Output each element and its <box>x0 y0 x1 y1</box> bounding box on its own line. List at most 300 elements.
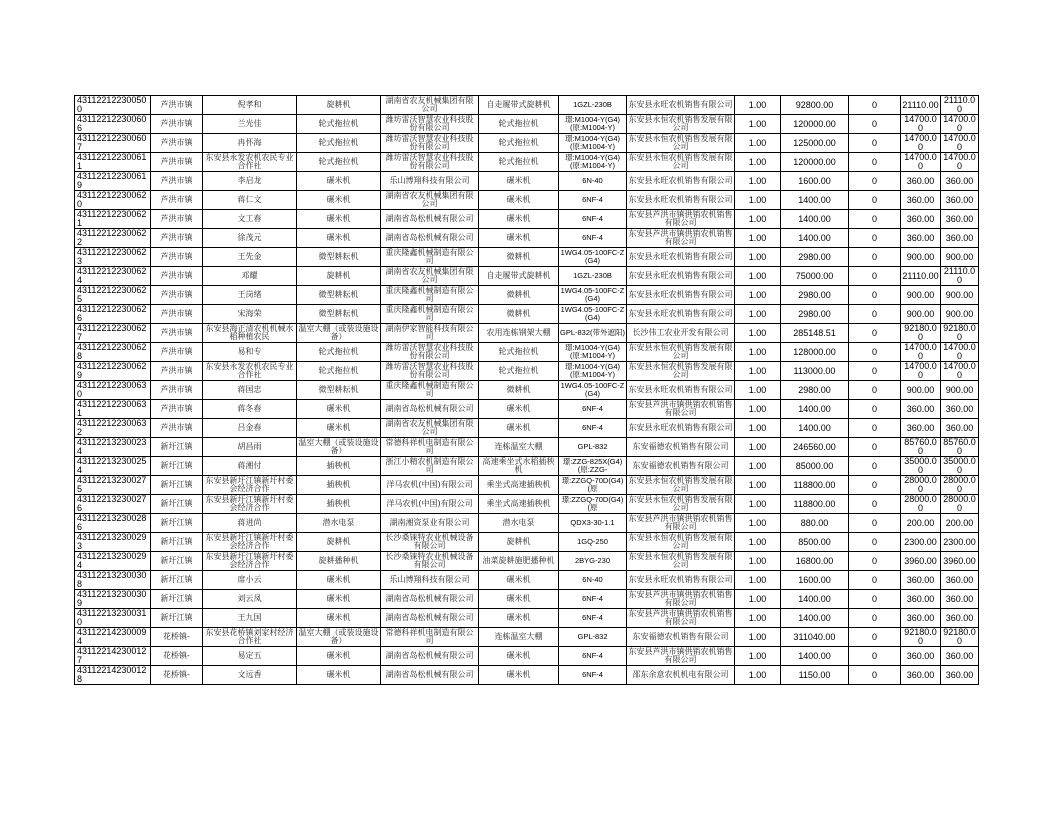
cell-quantity: 1.00 <box>735 115 781 134</box>
cell-adjust: 0 <box>849 286 901 305</box>
cell-sale-price: 2980.00 <box>781 286 849 305</box>
cell-machine-category: 碾米机 <box>297 647 381 666</box>
cell-model: 6NF-4 <box>559 647 627 666</box>
table-row <box>75 419 979 438</box>
cell-model: 璟:M1004-Y(G4)(原:M1004-Y) <box>559 343 627 362</box>
cell-town: 芦洪市镇 <box>151 267 203 286</box>
cell-quantity: 1.00 <box>735 381 781 400</box>
cell-dealer: 东安县芦洪市镇供销农机销售有限公司 <box>628 589 733 607</box>
cell-record-id: 431122122300626 <box>75 305 151 324</box>
cell-machine-category: 插秧机 <box>297 495 381 514</box>
cell-model: 璟:M1004-Y(G4)(原:M1004-Y) <box>559 153 627 172</box>
cell-applicant: 蒋仁文 <box>203 191 297 210</box>
cell-manufacturer: 乐山博翔科技有限公司 <box>381 172 479 191</box>
cell-machine-category: 碾米机 <box>297 400 381 419</box>
cell-town: 芦洪市镇 <box>151 134 203 153</box>
cell-quantity: 1.00 <box>735 172 781 191</box>
cell-product-name: 碾米机 <box>479 210 559 229</box>
cell-record-id: 431122132300234 <box>75 438 151 457</box>
cell-product-name: 碾米机 <box>479 191 559 210</box>
cell-model: 6NF-4 <box>559 210 627 229</box>
cell-subsidy-total: 3960.00 <box>941 552 979 571</box>
cell-sale-price: 75000.00 <box>781 267 849 286</box>
cell-machine-category: 温室大棚（或装设施设备） <box>298 323 379 341</box>
cell-manufacturer: 重庆隆鑫机械制造有限公司 <box>381 305 479 324</box>
cell-machine-category: 碾米机 <box>297 191 381 210</box>
cell-product-name: 碾米机 <box>479 229 559 248</box>
cell-dealer: 东安县永恒农机销售发展有限公司 <box>628 551 733 569</box>
cell-dealer: 东安县永旺农机销售有限公司 <box>627 96 735 115</box>
cell-quantity: 1.00 <box>735 305 781 324</box>
cell-subsidy-central: 360.00 <box>901 571 941 590</box>
cell-dealer: 东安福德农机销售有限公司 <box>627 457 735 476</box>
cell-sale-price: 311040.00 <box>781 628 849 647</box>
cell-town: 新圩江镇 <box>151 552 203 571</box>
cell-quantity: 1.00 <box>735 267 781 286</box>
cell-sale-price: 2980.00 <box>781 381 849 400</box>
cell-dealer: 东安县永旺农机销售有限公司 <box>627 267 735 286</box>
cell-record-id: 431122122300629 <box>75 362 151 381</box>
cell-machine-category: 碾米机 <box>297 210 381 229</box>
cell-dealer: 东安县永恒农机销售发展有限公司 <box>628 475 733 493</box>
cell-quantity: 1.00 <box>735 286 781 305</box>
cell-quantity: 1.00 <box>735 571 781 590</box>
cell-town: 新圩江镇 <box>151 533 203 552</box>
cell-adjust: 0 <box>849 590 901 609</box>
cell-subsidy-central: 360.00 <box>901 210 941 229</box>
cell-model: 1WG4.05-100FC-Z(G4) <box>559 381 627 400</box>
cell-model: 璟:M1004-Y(G4)(原:M1004-Y) <box>559 115 627 134</box>
cell-machine-category: 轮式拖拉机 <box>297 362 381 381</box>
cell-dealer: 东安县永恒农机销售发展有限公司 <box>628 494 733 512</box>
cell-machine-category: 碾米机 <box>297 609 381 628</box>
cell-sale-price: 16800.00 <box>781 552 849 571</box>
cell-subsidy-central: 900.00 <box>901 381 941 400</box>
cell-model: 1GQ-250 <box>559 533 627 552</box>
cell-quantity: 1.00 <box>735 647 781 666</box>
cell-manufacturer: 重庆隆鑫机械制造有限公司 <box>381 248 479 267</box>
cell-product-name: 微耕机 <box>479 286 559 305</box>
cell-record-id: 431122122300625 <box>75 286 151 305</box>
cell-machine-category: 微型耕耘机 <box>297 248 381 267</box>
cell-subsidy-central: 200.00 <box>901 514 941 533</box>
cell-applicant: 胡昌雨 <box>203 438 297 457</box>
cell-quantity: 1.00 <box>735 438 781 457</box>
cell-record-id: 431122122300620 <box>75 191 151 210</box>
cell-adjust: 0 <box>849 628 901 647</box>
cell-quantity: 1.00 <box>735 134 781 153</box>
cell-applicant: 冉怀海 <box>203 134 297 153</box>
cell-manufacturer: 湖南省岛松机械有限公司 <box>381 609 479 628</box>
cell-applicant: 兰光佳 <box>203 115 297 134</box>
cell-manufacturer: 湖南湘资泵业有限公司 <box>381 514 479 533</box>
cell-product-name: 连栋温室大棚 <box>479 438 559 457</box>
cell-town: 芦洪市镇 <box>151 191 203 210</box>
cell-town: 新圩江镇 <box>151 514 203 533</box>
cell-applicant: 王先金 <box>203 248 297 267</box>
subsidy-table <box>74 95 979 685</box>
cell-sale-price: 1400.00 <box>781 609 849 628</box>
cell-manufacturer: 湖南省农友机械集团有限公司 <box>381 191 479 210</box>
cell-sale-price: 118800.00 <box>781 476 849 495</box>
cell-town: 芦洪市镇 <box>151 153 203 172</box>
table-row <box>75 647 979 666</box>
cell-subsidy-central: 3960.00 <box>901 552 941 571</box>
cell-manufacturer: 湖南省岛松机械有限公司 <box>381 229 479 248</box>
cell-product-name: 乘坐式高速插秧机 <box>479 495 559 514</box>
cell-sale-price: 125000.00 <box>781 134 849 153</box>
cell-product-name: 微耕机 <box>479 381 559 400</box>
cell-subsidy-total: 900.00 <box>941 305 979 324</box>
cell-machine-category: 轮式拖拉机 <box>297 134 381 153</box>
cell-record-id: 431122142300094 <box>75 628 151 647</box>
cell-sale-price: 1600.00 <box>781 571 849 590</box>
cell-adjust: 0 <box>849 172 901 191</box>
cell-model: 1GZL-230B <box>559 267 627 286</box>
cell-dealer: 东安县永旺农机销售有限公司 <box>627 191 735 210</box>
cell-subsidy-total: 21110.00 <box>941 267 979 286</box>
cell-machine-category: 碾米机 <box>297 229 381 248</box>
cell-manufacturer: 湖南省农友机械集团有限公司 <box>381 267 479 286</box>
cell-adjust: 0 <box>849 305 901 324</box>
cell-machine-category: 温室大棚（或装设施设备） <box>298 437 379 455</box>
cell-applicant: 东安县花桥镇刘家村经济合作社 <box>203 628 297 647</box>
cell-applicant: 吕金春 <box>203 419 297 438</box>
cell-applicant: 东安县永发农机农民专业合作社 <box>203 362 297 381</box>
cell-subsidy-central: 14700.00 <box>901 153 941 172</box>
cell-town: 芦洪市镇 <box>151 96 203 115</box>
cell-applicant: 东安县新圩江镇新圩村委会经济合作 <box>203 476 297 495</box>
cell-sale-price: 1600.00 <box>781 172 849 191</box>
cell-model: 6NF-4 <box>559 590 627 609</box>
cell-machine-category: 碾米机 <box>297 419 381 438</box>
cell-adjust: 0 <box>849 533 901 552</box>
cell-adjust: 0 <box>849 514 901 533</box>
cell-adjust: 0 <box>849 647 901 666</box>
cell-town: 芦洪市镇 <box>151 286 203 305</box>
cell-model: 璟:M1004-Y(G4)(原:M1004-Y) <box>559 362 627 381</box>
cell-machine-category: 微型耕耘机 <box>297 305 381 324</box>
cell-town: 芦洪市镇 <box>151 419 203 438</box>
cell-quantity: 1.00 <box>735 96 781 115</box>
cell-quantity: 1.00 <box>735 533 781 552</box>
cell-subsidy-total: 14700.00 <box>941 134 979 153</box>
cell-model: 6NF-4 <box>559 400 627 419</box>
cell-manufacturer: 重庆隆鑫机械制造有限公司 <box>381 381 479 400</box>
cell-model: 6NF-4 <box>559 229 627 248</box>
cell-quantity: 1.00 <box>735 229 781 248</box>
cell-manufacturer: 潍坊雷沃智慧农业科技股份有限公司 <box>381 153 479 172</box>
cell-model: 璟:ZZG-825X(G4)(原:ZZG- <box>559 457 627 476</box>
cell-town: 芦洪市镇 <box>151 229 203 248</box>
cell-subsidy-central: 14700.00 <box>901 115 941 134</box>
cell-subsidy-central: 360.00 <box>901 419 941 438</box>
cell-subsidy-central: 360.00 <box>901 172 941 191</box>
cell-product-name: 轮式拖拉机 <box>479 115 559 134</box>
cell-subsidy-central: 900.00 <box>901 305 941 324</box>
cell-subsidy-central: 92180.00 <box>901 324 941 343</box>
cell-manufacturer: 长沙桑铼特农业机械设备有限公司 <box>381 533 479 552</box>
cell-product-name: 轮式拖拉机 <box>479 343 559 362</box>
cell-dealer: 东安福德农机销售有限公司 <box>627 438 735 457</box>
cell-product-name: 高速乘坐式水稻插秧机 <box>479 457 559 476</box>
cell-applicant: 蒋冬春 <box>203 400 297 419</box>
cell-machine-category: 轮式拖拉机 <box>297 343 381 362</box>
cell-quantity: 1.00 <box>735 362 781 381</box>
cell-product-name: 油菜旋耕施肥播种机 <box>479 552 559 571</box>
cell-machine-category: 旋耕机 <box>297 533 381 552</box>
cell-model: 1WG4.05-100FC-Z(G4) <box>559 286 627 305</box>
cell-sale-price: 1400.00 <box>781 229 849 248</box>
cell-applicant: 宋海荣 <box>203 305 297 324</box>
cell-sale-price: 1400.00 <box>781 647 849 666</box>
cell-sale-price: 1150.00 <box>781 666 849 685</box>
cell-sale-price: 246560.00 <box>781 438 849 457</box>
cell-subsidy-central: 21110.00 <box>901 267 941 286</box>
cell-applicant: 席小云 <box>203 571 297 590</box>
cell-dealer: 东安县永恒农机销售发展有限公司 <box>628 342 733 360</box>
cell-dealer: 东安县永旺农机销售有限公司 <box>627 305 735 324</box>
cell-subsidy-central: 14700.00 <box>901 343 941 362</box>
cell-sale-price: 2980.00 <box>781 248 849 267</box>
cell-subsidy-total: 2300.00 <box>941 533 979 552</box>
cell-model: 6N-40 <box>559 172 627 191</box>
table-row <box>75 115 979 134</box>
cell-adjust: 0 <box>849 153 901 172</box>
cell-subsidy-central: 360.00 <box>901 229 941 248</box>
cell-adjust: 0 <box>849 191 901 210</box>
cell-machine-category: 轮式拖拉机 <box>297 115 381 134</box>
cell-machine-category: 微型耕耘机 <box>297 286 381 305</box>
cell-subsidy-total: 360.00 <box>941 666 979 685</box>
cell-town: 芦洪市镇 <box>151 324 203 343</box>
cell-product-name: 微耕机 <box>479 305 559 324</box>
cell-town: 芦洪市镇 <box>151 305 203 324</box>
cell-machine-category: 潜水电泵 <box>297 514 381 533</box>
cell-manufacturer: 湖南省农友机械集团有限公司 <box>381 419 479 438</box>
cell-quantity: 1.00 <box>735 609 781 628</box>
cell-subsidy-central: 360.00 <box>901 191 941 210</box>
cell-adjust: 0 <box>849 381 901 400</box>
cell-manufacturer: 常德科祥机电制造有限公司 <box>381 438 479 457</box>
cell-model: 6NF-4 <box>559 191 627 210</box>
cell-subsidy-total: 360.00 <box>941 590 979 609</box>
cell-adjust: 0 <box>849 362 901 381</box>
cell-applicant: 东安县新圩江镇新圩村委会经济合作 <box>203 495 297 514</box>
table-row <box>75 457 979 476</box>
cell-adjust: 0 <box>849 609 901 628</box>
cell-quantity: 1.00 <box>735 324 781 343</box>
cell-subsidy-central: 28000.00 <box>901 495 941 514</box>
table-row <box>75 666 979 685</box>
cell-adjust: 0 <box>849 248 901 267</box>
cell-record-id: 431122132300310 <box>75 609 151 628</box>
cell-dealer: 东安县永恒农机销售发展有限公司 <box>628 133 733 151</box>
cell-town: 芦洪市镇 <box>151 381 203 400</box>
cell-adjust: 0 <box>849 134 901 153</box>
cell-quantity: 1.00 <box>735 248 781 267</box>
cell-dealer: 东安县永恒农机销售发展有限公司 <box>628 361 733 379</box>
cell-machine-category: 插秧机 <box>297 476 381 495</box>
cell-product-name: 碾米机 <box>479 666 559 685</box>
cell-manufacturer: 湖南省岛松机械有限公司 <box>381 210 479 229</box>
cell-record-id: 431122122300624 <box>75 267 151 286</box>
cell-sale-price: 120000.00 <box>781 115 849 134</box>
cell-machine-category: 旋耕机 <box>297 267 381 286</box>
cell-subsidy-central: 35000.00 <box>901 457 941 476</box>
cell-machine-category: 旋耕机 <box>297 96 381 115</box>
table-row <box>75 381 979 400</box>
table-row <box>75 324 979 343</box>
cell-product-name: 碾米机 <box>479 419 559 438</box>
table-row <box>75 305 979 324</box>
cell-sale-price: 85000.00 <box>781 457 849 476</box>
table-row <box>75 609 979 628</box>
cell-product-name: 乘坐式高速插秧机 <box>479 476 559 495</box>
cell-product-name: 自走履带式旋耕机 <box>479 267 559 286</box>
cell-applicant: 蒋国忠 <box>203 381 297 400</box>
cell-adjust: 0 <box>849 457 901 476</box>
table-row <box>75 248 979 267</box>
cell-machine-category: 旋耕播种机 <box>297 552 381 571</box>
cell-dealer: 东安福德农机销售有限公司 <box>627 628 735 647</box>
table-row <box>75 210 979 229</box>
cell-adjust: 0 <box>849 495 901 514</box>
cell-manufacturer: 潍坊雷沃智慧农业科技股份有限公司 <box>381 134 479 153</box>
cell-adjust: 0 <box>849 438 901 457</box>
cell-product-name: 潜水电泵 <box>479 514 559 533</box>
cell-subsidy-total: 85760.00 <box>941 438 979 457</box>
cell-product-name: 轮式拖拉机 <box>479 362 559 381</box>
cell-dealer: 东安县永旺农机销售有限公司 <box>627 571 735 590</box>
cell-adjust: 0 <box>849 343 901 362</box>
cell-town: 芦洪市镇 <box>151 115 203 134</box>
cell-dealer: 东安县永恒农机销售发展有限公司 <box>628 532 733 550</box>
cell-manufacturer: 洋马农机(中国)有限公司 <box>381 495 479 514</box>
cell-dealer: 东安县永旺农机销售有限公司 <box>627 381 735 400</box>
cell-manufacturer: 洋马农机(中国)有限公司 <box>381 476 479 495</box>
cell-subsidy-total: 360.00 <box>941 210 979 229</box>
cell-subsidy-central: 900.00 <box>901 248 941 267</box>
cell-quantity: 1.00 <box>735 590 781 609</box>
cell-subsidy-central: 28000.00 <box>901 476 941 495</box>
cell-machine-category: 碾米机 <box>297 666 381 685</box>
cell-adjust: 0 <box>849 666 901 685</box>
table-row <box>75 229 979 248</box>
cell-model: 6N-40 <box>559 571 627 590</box>
cell-quantity: 1.00 <box>735 628 781 647</box>
cell-applicant: 蒋进尚 <box>203 514 297 533</box>
cell-town: 新圩江镇 <box>151 457 203 476</box>
cell-record-id: 431122132300309 <box>75 590 151 609</box>
cell-record-id: 431122142300128 <box>75 666 151 685</box>
cell-subsidy-central: 900.00 <box>901 286 941 305</box>
cell-model: 璟:M1004-Y(G4)(原:M1004-Y) <box>559 134 627 153</box>
cell-sale-price: 113000.00 <box>781 362 849 381</box>
cell-machine-category: 轮式拖拉机 <box>297 153 381 172</box>
cell-town: 新圩江镇 <box>151 590 203 609</box>
cell-town: 新圩江镇 <box>151 495 203 514</box>
cell-applicant: 王岗绪 <box>203 286 297 305</box>
cell-dealer: 东安县芦洪市镇供销农机销售有限公司 <box>628 228 733 246</box>
cell-record-id: 431122132300275 <box>75 476 151 495</box>
cell-product-name: 自走履带式旋耕机 <box>479 96 559 115</box>
table-row <box>75 172 979 191</box>
cell-quantity: 1.00 <box>735 153 781 172</box>
table-row <box>75 495 979 514</box>
cell-dealer: 东安县永恒农机销售发展有限公司 <box>628 114 733 132</box>
table-row <box>75 571 979 590</box>
cell-subsidy-central: 14700.00 <box>901 362 941 381</box>
cell-model: 璟:ZZGQ-70D(G4)(原 <box>559 476 627 495</box>
table-row <box>75 153 979 172</box>
cell-subsidy-central: 2300.00 <box>901 533 941 552</box>
cell-adjust: 0 <box>849 419 901 438</box>
cell-record-id: 431122132300294 <box>75 552 151 571</box>
cell-sale-price: 1400.00 <box>781 590 849 609</box>
table-row <box>75 134 979 153</box>
cell-applicant: 邓耀 <box>203 267 297 286</box>
cell-adjust: 0 <box>849 400 901 419</box>
cell-dealer: 邵东余意农机机电有限公司 <box>627 666 735 685</box>
cell-dealer: 东安县芦洪市镇供销农机销售有限公司 <box>628 646 733 664</box>
table-row <box>75 96 979 115</box>
cell-quantity: 1.00 <box>735 495 781 514</box>
cell-town: 花桥镇- <box>151 666 203 685</box>
cell-adjust: 0 <box>849 96 901 115</box>
cell-record-id: 431122122300627 <box>75 324 151 343</box>
cell-subsidy-total: 28000.00 <box>941 476 979 495</box>
cell-quantity: 1.00 <box>735 191 781 210</box>
table-row <box>75 438 979 457</box>
cell-model: 1WG4.05-100FC-Z(G4) <box>559 305 627 324</box>
cell-town: 芦洪市镇 <box>151 362 203 381</box>
cell-subsidy-central: 360.00 <box>901 666 941 685</box>
cell-manufacturer: 湖南省农友机械集团有限公司 <box>381 96 479 115</box>
cell-model: 6NF-4 <box>559 666 627 685</box>
cell-dealer: 东安县永旺农机销售有限公司 <box>627 419 735 438</box>
cell-quantity: 1.00 <box>735 514 781 533</box>
cell-product-name: 连栋温室大棚 <box>479 628 559 647</box>
cell-subsidy-total: 92180.00 <box>941 628 979 647</box>
cell-subsidy-total: 200.00 <box>941 514 979 533</box>
cell-subsidy-total: 360.00 <box>941 419 979 438</box>
cell-record-id: 431122122300631 <box>75 400 151 419</box>
cell-subsidy-total: 360.00 <box>941 191 979 210</box>
cell-record-id: 431122122300628 <box>75 343 151 362</box>
cell-subsidy-total: 360.00 <box>941 609 979 628</box>
cell-subsidy-central: 360.00 <box>901 590 941 609</box>
cell-manufacturer: 湖南省岛松机械有限公司 <box>381 590 479 609</box>
cell-product-name: 碾米机 <box>479 647 559 666</box>
cell-adjust: 0 <box>849 210 901 229</box>
cell-machine-category: 插秧机 <box>297 457 381 476</box>
cell-subsidy-total: 14700.00 <box>941 115 979 134</box>
cell-model: QDX3-30-1.1 <box>559 514 627 533</box>
cell-record-id: 431122122300607 <box>75 134 151 153</box>
cell-manufacturer: 浙江小精农机制造有限公司 <box>381 457 479 476</box>
cell-record-id: 431122122300630 <box>75 381 151 400</box>
cell-subsidy-central: 92180.00 <box>901 628 941 647</box>
cell-manufacturer: 长沙桑铼特农业机械设备有限公司 <box>381 552 479 571</box>
cell-quantity: 1.00 <box>735 343 781 362</box>
cell-town: 芦洪市镇 <box>151 400 203 419</box>
cell-town: 新圩江镇 <box>151 609 203 628</box>
cell-record-id: 431122132300286 <box>75 514 151 533</box>
cell-applicant: 东安县新圩江镇新圩村委会经济合作 <box>203 552 297 571</box>
cell-applicant: 倪孝和 <box>203 96 297 115</box>
cell-record-id: 431122132300308 <box>75 571 151 590</box>
